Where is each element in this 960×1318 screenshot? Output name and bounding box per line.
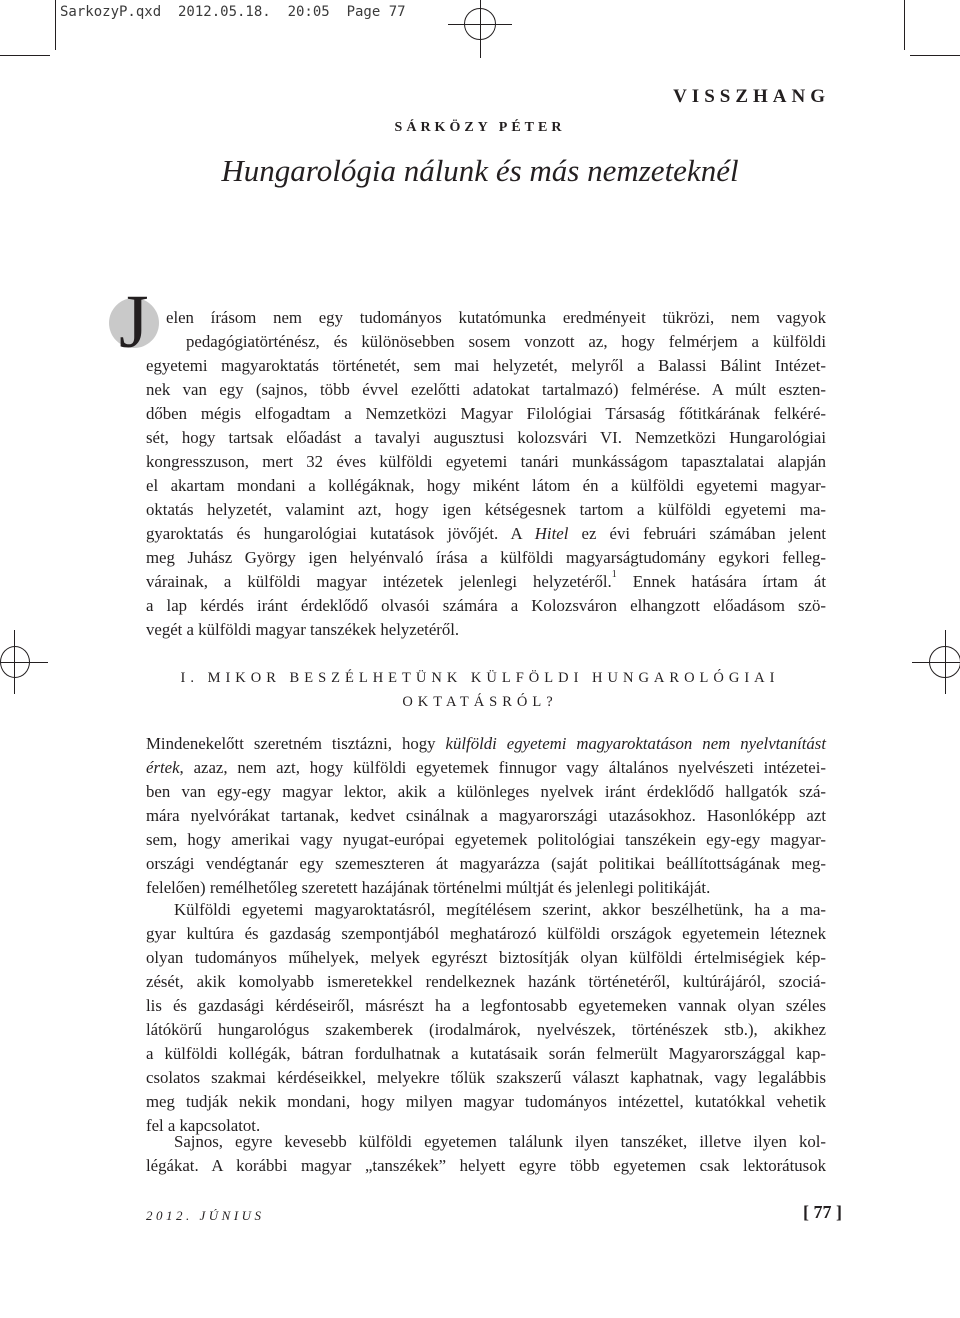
text-line: ben van egy-egy magyar lektor, akik a különleges nyelvek iránt érdeklődő hallgatók szá- bbox=[146, 782, 826, 801]
text-line: kongresszuson, mert 32 éves külföldi egyetemi tanári munkásságom tapasztalatai alapján bbox=[146, 452, 826, 471]
journal-name: Hitel bbox=[534, 524, 569, 543]
text-line: sem, hogy amerikai vagy nyugat-európai egyetemek politológiai tanszékein egy-egy magyar- bbox=[146, 830, 826, 849]
text-line: országi vendégtanár egy szemeszteren át magyarázza (saját politikai beállítottságának meg- bbox=[146, 854, 826, 873]
text-line: meg Juhász György igen helyénvaló írása a külföldi magyarságtudomány egykori felleg- bbox=[146, 548, 826, 567]
text-line: értek, azaz, nem azt, hogy külföldi egyetemek finnugor vagy általános nyelvészeti intézetei- bbox=[146, 758, 826, 777]
text-line: dőben mégis elfogadtam a Nemzetközi Magyar Filológiai Társaság főtitkárának felkéré- bbox=[146, 404, 826, 423]
section-heading: I. MIKOR BESZÉLHETÜNK KÜLFÖLDI HUNGAROLÓGIAI bbox=[180, 670, 780, 686]
drop-cap bbox=[107, 280, 163, 364]
text-line: pedagógiatörténész, és különösebben sosem vonzott az, hogy felmérjem a külföldi bbox=[186, 332, 826, 351]
text-line: csolatos szakmai kérdéseikkel, melyekre tőlük szakszerű választ kaphatnak, vagy legalábbis bbox=[146, 1068, 826, 1087]
text-line: el akartam mondani a kollégáknak, hogy miként látom én a külföldi egyetemi magyar- bbox=[146, 476, 826, 495]
text-line: látókörű hungarológus szakemberek (irodalmárok, nyelvészek, történészek stb.), akikhez bbox=[146, 1020, 826, 1039]
text-line: olyan tudományos műhelyek, melyek egyrészt biztosítják olyan külföldi értelmiségiek kép- bbox=[146, 948, 826, 967]
text-line: oktatás helyzetét, valamint azt, hogy igen kétségesnek tartom a külföldi egyetemi ma- bbox=[146, 500, 826, 519]
text-line: a lap kérdés iránt érdeklődő olvasói számára a Kolozsváron elhangzott előadásom szö- bbox=[146, 596, 826, 615]
text-line: meg tudják nekik mondani, hogy milyen magyar tudományos intézettel, kutatókkal vehetik bbox=[146, 1092, 826, 1111]
text-line: fel a kapcsolatot. bbox=[146, 1116, 261, 1135]
text-line: Külföldi egyetemi magyaroktatásról, megítélésem szerint, akkor beszélhetünk, ha a ma- bbox=[174, 900, 826, 919]
issue-date: 2012. JÚNIUS bbox=[146, 1208, 265, 1223]
footnote-marker[interactable]: 1 bbox=[611, 569, 617, 580]
text-line: a külföldi kollégák, bátran fordulhatnak a kutatásaik során felmerült Magyarországgal kap- bbox=[146, 1044, 826, 1063]
article-title: Hungarológia nálunk és más nemzeteknél bbox=[221, 153, 739, 188]
text-line: sét, hogy tartsak előadást a tavalyi augusztusi kolozsvári VI. Nemzetközi Hungarológiai bbox=[146, 428, 826, 447]
text-line: légákat. A korábbi magyar „tanszékek” helyett egyre több egyetemen csak lektorátusok bbox=[146, 1156, 826, 1175]
text-line: mára nyelvórákat tartanak, kedvet csinálnak a magyarországi utazásokhoz. Hasonlóképp azt bbox=[146, 806, 826, 825]
text-line: Mindenekelőtt szeretném tisztázni, hogy külföldi egyetemi magyaroktatáson nem nyelvtanítást bbox=[146, 734, 827, 753]
text-line: várainak, a külföldi magyar intézetek jelenlegi helyzetéről.$^1$ Ennek hatására írtam át bbox=[146, 569, 826, 591]
section-heading-cont: OKTATÁSRÓL? bbox=[402, 694, 558, 710]
text-line: vegét a külföldi magyar tanszékek helyzetéről. bbox=[146, 620, 460, 639]
text-line: zését, akik komolyabb ismeretekkel rendelkeznek hazánk történetéről, kultúrájáról, szociá- bbox=[146, 972, 826, 991]
text-line: lis és gazdasági kérdéseiről, másrészt ha a legfontosabb egyetemeken vannak olyan széles bbox=[146, 996, 826, 1015]
text-line: felelően) remélhetőleg szeretett hazájának történelmi múltját és jelenlegi politikáját. bbox=[146, 878, 711, 897]
page-number: [ 77 ] bbox=[803, 1202, 842, 1222]
text-line: gyar kultúra és gazdaság szempontjából meghatározó külföldi országok egyetemein léteznek bbox=[146, 924, 826, 943]
section-label: VISSZHANG bbox=[673, 86, 830, 107]
drop-cap-letter: J bbox=[119, 280, 149, 364]
file-slug: SarkozyP.qxd 2012.05.18. 20:05 Page 77 bbox=[60, 4, 406, 20]
text-line: nek van egy (sajnos, több évvel ezelőtti adatokat tartalmazó) felmérése. A múlt eszten- bbox=[146, 380, 826, 399]
text-line: elen írásom nem egy tudományos kutatómunka eredményeit tükrözi, nem vagyok bbox=[166, 308, 826, 327]
text-line: Sajnos, egyre kevesebb külföldi egyetemen találunk ilyen tanszéket, illetve ilyen kol- bbox=[174, 1132, 826, 1151]
text-line: gyaroktatás és hungarológiai kutatások jövőjét. A Hitel ez évi februári számában jelent bbox=[146, 524, 827, 543]
article-author: SÁRKÖZY PÉTER bbox=[394, 120, 566, 135]
text-line: egyetemi magyaroktatás történetét, sem mai helyzetét, melyről a Balassi Bálint Intézet- bbox=[146, 356, 826, 375]
